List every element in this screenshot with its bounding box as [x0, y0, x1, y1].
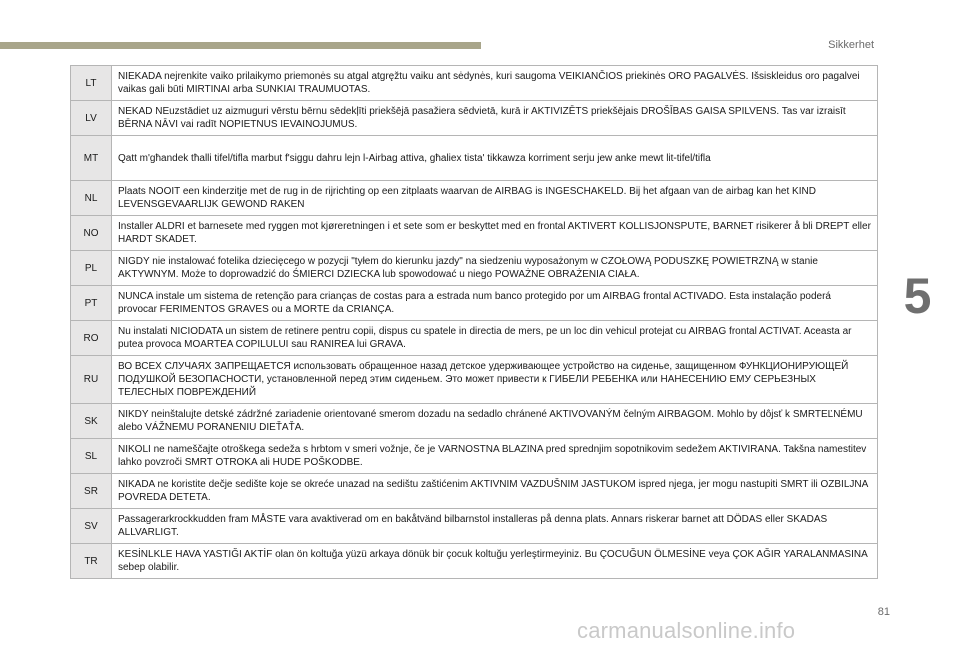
table-row: [71, 356, 878, 404]
warning-text: Passagerarkrockkudden fram MÅSTE vara avaktiverad om en bakåtvänd bilbarnstol installeras på denna plats. Annars riskerar barnet att DÖDAS eller SKADAS ALLVARLIGT.: [112, 509, 878, 544]
warning-text: NIKADA ne koristite dečje sedište koje se okreće unazad na sedištu zaštićenim AKTIVNIM VAZDUŠNIM JASTUKOM ispred njega, jer mogu nastupiti SMRT ili OZBILJNA POVREDA DETETA.: [112, 474, 878, 509]
warning-text: Qatt m'għandek tħalli tifel/tifla marbut f'siggu dahru lejn l-Airbag attiva, għaliex tista' tikkawza korriment serju jew anke mewt lit-tifel/tifla: [112, 136, 878, 181]
warning-text: NIEKADA nejrenkite vaiko prilaikymo priemonės su atgal atgręžtu vaiku ant sėdynės, kuri saugoma VEIKIANČIOS priekinės ORO PAGALVĖS. Išsiskleidus oro pagalvei vaikas gali būti MIRTINAI arba SUNKIAI TRAUMUOTAS.: [112, 66, 878, 101]
language-code: NO: [71, 216, 112, 251]
chapter-tab: [875, 241, 960, 351]
warning-text: NIKDY neinštalujte detské zádržné zariadenie orientované smerom dozadu na sedadlo chránené AKTIVOVANÝM čelným AIRBAGOM. Mohlo by dôjsť k SMRTEĽNÉMU alebo VÁŽNEMU PORANENIU DIEŤAŤA.: [112, 404, 878, 439]
language-code: TR: [71, 544, 112, 579]
language-code: RU: [71, 356, 112, 404]
warning-text: NIKOLI ne nameščajte otroškega sedeža s hrbtom v smeri vožnje, če je VARNOSTNA BLAZINA pred sprednjim sopotnikovim sedežem AKTIVIRANA. Takšna namestitev lahko povzroči SMRT OTROKA ali HUDE POŠKODBE.: [112, 439, 878, 474]
warning-text: NUNCA instale um sistema de retenção para crianças de costas para a estrada num banco protegido por um AIRBAG frontal ACTIVADO. Esta instalação poderá provocar FERIMENTOS GRAVES ou a MORTE da CRIANÇA.: [112, 286, 878, 321]
table-row: [71, 216, 878, 251]
warning-text: ВО ВСЕХ СЛУЧАЯХ ЗАПРЕЩАЕТСЯ использовать обращенное назад детское удерживающее устройство на сиденье, защищенном ФУНКЦИОНИРУЮЩЕЙ ПОДУШКОЙ БЕЗОПАСНОСТИ, установленной перед этим сиденьем. Это может привести к ГИБЕЛИ РЕБЕНКА или НАНЕСЕНИЮ ЕМУ СЕРЬЕЗНЫХ ТЕЛЕСНЫХ ПОВРЕЖДЕНИЙ: [112, 356, 878, 404]
table-row: [71, 251, 878, 286]
language-code: LV: [71, 101, 112, 136]
table-row: [71, 439, 878, 474]
warning-text: KESİNLKLE HAVA YASTIĞI AKTİF olan ön koltuğa yüzü arkaya dönük bir çocuk koltuğu yerleştirmeyiniz. Bu ÇOCUĞUN ÖLMESİNE veya ÇOK AĞIR YARALANMASINA sebep olabilir.: [112, 544, 878, 579]
warning-text: Installer ALDRI et barnesete med ryggen mot kjøreretningen i et sete som er beskyttet med en frontal AKTIVERT KOLLISJONSPUTE, BARNET risikerer å bli DREPT eller HARDT SKADET.: [112, 216, 878, 251]
table-row: [71, 509, 878, 544]
warning-text: NEKAD NEuzstādiet uz aizmuguri vērstu bērnu sēdekļīti priekšējā pasažiera sēdvietā, kurā ir AKTIVIZĒTS priekšējais DROŠĪBAS GAISA SPILVENS. Tas var izraisīt BĒRNA NĀVI vai radīt NOPIETNUS IEVAINOJUMUS.: [112, 101, 878, 136]
language-code: LT: [71, 66, 112, 101]
language-code: SK: [71, 404, 112, 439]
table-row: [71, 474, 878, 509]
language-code: NL: [71, 181, 112, 216]
table-row: [71, 136, 878, 181]
watermark: carmanualsonline.info: [577, 618, 796, 643]
table-row: [71, 321, 878, 356]
language-warning-table: [70, 65, 878, 579]
table-row: [71, 544, 878, 579]
warning-text: NIGDY nie instalować fotelika dziecięcego w pozycji "tyłem do kierunku jazdy" na siedzeniu wyposażonym w CZOŁOWĄ PODUSZKĘ POWIETRZNĄ w stanie AKTYWNYM. Może to doprowadzić do ŚMIERCI DZIECKA lub spowodować u niego POWAŻNE OBRAŻENIA CIAŁA.: [112, 251, 878, 286]
warning-text: Nu instalati NICIODATA un sistem de retinere pentru copii, dispus cu spatele in directia de mers, pe un loc din vehicul protejat cu AIRBAG frontal ACTIVAT. Aceasta ar putea provoca MOARTEA COPILULUI sau RANIREA lui GRAVA.: [112, 321, 878, 356]
table-row: [71, 286, 878, 321]
table-row: [71, 101, 878, 136]
section-title: Sikkerhet: [828, 39, 874, 51]
table-row: [71, 181, 878, 216]
language-code: MT: [71, 136, 112, 181]
table-row: [71, 66, 878, 101]
table-row: [71, 404, 878, 439]
language-code: PT: [71, 286, 112, 321]
page-number: 81: [877, 606, 890, 618]
language-code: PL: [71, 251, 112, 286]
chapter-number: 5: [903, 268, 932, 324]
language-code: SV: [71, 509, 112, 544]
language-code: RO: [71, 321, 112, 356]
language-code: SL: [71, 439, 112, 474]
header-accent-bar: [0, 42, 481, 49]
warning-text: Plaats NOOIT een kinderzitje met de rug in de rijrichting op een zitplaats waarvan de AIRBAG is INGESCHAKELD. Bij het afgaan van de airbag kan het KIND LEVENSGEVAARLIJK GEWOND RAKEN: [112, 181, 878, 216]
language-code: SR: [71, 474, 112, 509]
